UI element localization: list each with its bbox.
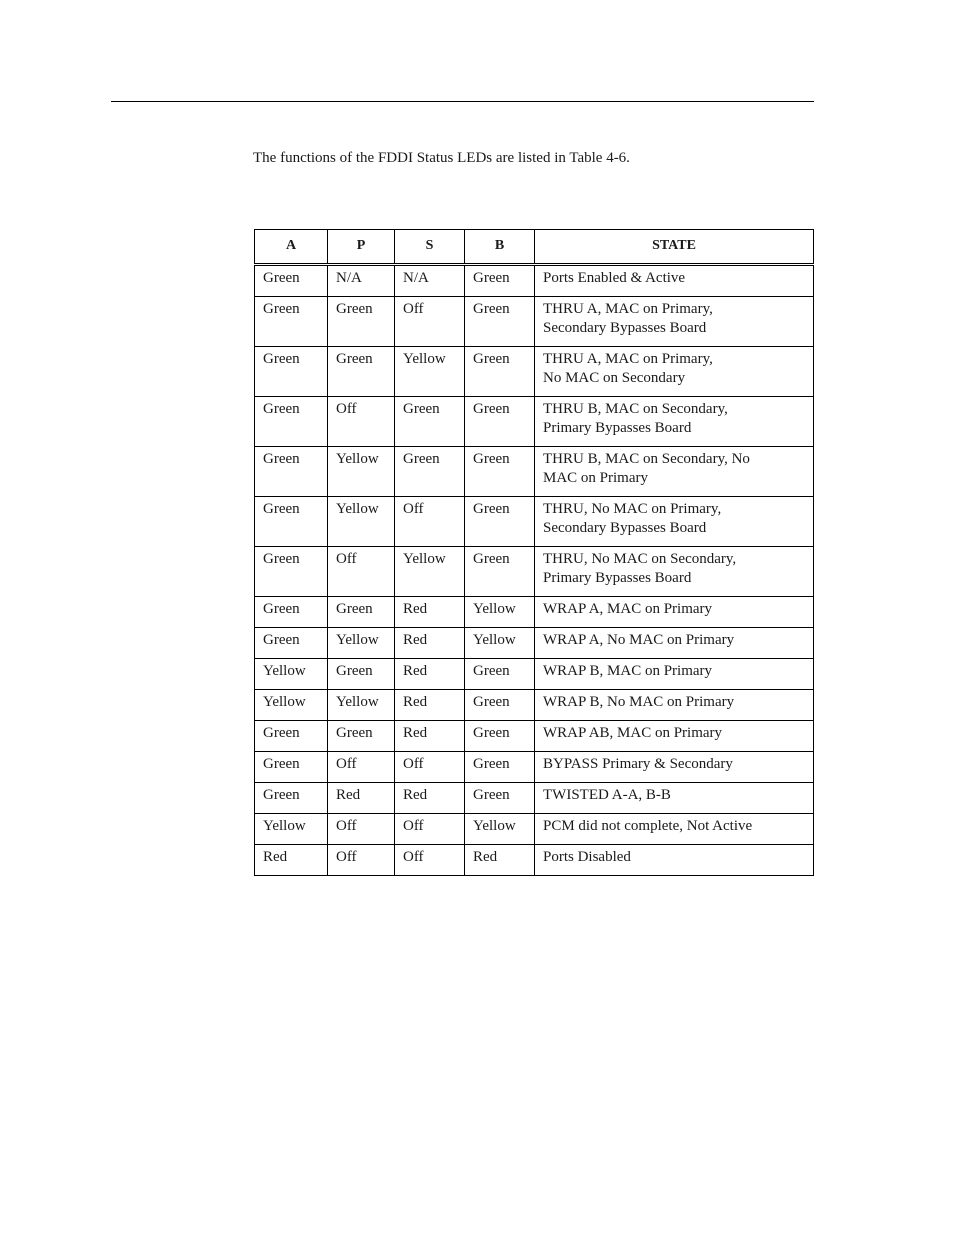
fddi-status-led-table <box>254 229 814 876</box>
table-row <box>255 659 814 690</box>
cell-state: THRU B, MAC on Secondary, Primary Bypasses Board <box>535 397 814 447</box>
cell-state: Ports Disabled <box>535 845 814 876</box>
table-body <box>255 265 814 876</box>
cell-s: Red <box>395 721 465 752</box>
column-header-s: S <box>395 230 465 265</box>
cell-b: Green <box>465 397 535 447</box>
intro-paragraph: The functions of the FDDI Status LEDs are listed in Table 4-6. <box>253 150 630 166</box>
cell-p: Yellow <box>328 447 395 497</box>
cell-p: Off <box>328 397 395 447</box>
cell-state: WRAP AB, MAC on Primary <box>535 721 814 752</box>
cell-state: WRAP B, No MAC on Primary <box>535 690 814 721</box>
cell-state: WRAP A, MAC on Primary <box>535 597 814 628</box>
cell-b: Green <box>465 497 535 547</box>
cell-state: Ports Enabled & Active <box>535 265 814 297</box>
cell-p: Green <box>328 347 395 397</box>
cell-state: THRU A, MAC on Primary, Secondary Bypasses Board <box>535 297 814 347</box>
cell-p: Red <box>328 783 395 814</box>
cell-b: Yellow <box>465 628 535 659</box>
cell-b: Red <box>465 845 535 876</box>
cell-p: Yellow <box>328 497 395 547</box>
cell-p: Off <box>328 752 395 783</box>
cell-b: Green <box>465 547 535 597</box>
table-row <box>255 547 814 597</box>
table-row <box>255 347 814 397</box>
cell-b: Green <box>465 721 535 752</box>
table-row <box>255 628 814 659</box>
cell-a: Green <box>255 447 328 497</box>
cell-s: Red <box>395 628 465 659</box>
table-row <box>255 447 814 497</box>
cell-s: Off <box>395 497 465 547</box>
cell-s: Green <box>395 397 465 447</box>
column-header-state: STATE <box>535 230 814 265</box>
cell-p: Green <box>328 597 395 628</box>
cell-p: Off <box>328 547 395 597</box>
cell-b: Yellow <box>465 814 535 845</box>
cell-a: Green <box>255 752 328 783</box>
cell-a: Yellow <box>255 690 328 721</box>
cell-state: WRAP B, MAC on Primary <box>535 659 814 690</box>
cell-p: Yellow <box>328 628 395 659</box>
cell-p: N/A <box>328 265 395 297</box>
table-row <box>255 297 814 347</box>
cell-s: Off <box>395 845 465 876</box>
table-row <box>255 814 814 845</box>
cell-p: Green <box>328 297 395 347</box>
cell-a: Green <box>255 547 328 597</box>
cell-p: Off <box>328 845 395 876</box>
cell-a: Green <box>255 597 328 628</box>
cell-b: Green <box>465 783 535 814</box>
column-header-b: B <box>465 230 535 265</box>
cell-a: Green <box>255 347 328 397</box>
header-rule <box>111 101 814 102</box>
cell-b: Green <box>465 347 535 397</box>
cell-s: Red <box>395 659 465 690</box>
cell-b: Green <box>465 447 535 497</box>
cell-s: Off <box>395 752 465 783</box>
column-header-p: P <box>328 230 395 265</box>
table-row <box>255 497 814 547</box>
table-row <box>255 265 814 297</box>
cell-state: PCM did not complete, Not Active <box>535 814 814 845</box>
cell-a: Red <box>255 845 328 876</box>
cell-s: Red <box>395 597 465 628</box>
cell-b: Green <box>465 297 535 347</box>
cell-s: Red <box>395 690 465 721</box>
cell-s: Green <box>395 447 465 497</box>
cell-state: TWISTED A-A, B-B <box>535 783 814 814</box>
cell-state: WRAP A, No MAC on Primary <box>535 628 814 659</box>
cell-a: Yellow <box>255 659 328 690</box>
cell-b: Green <box>465 752 535 783</box>
table-row <box>255 690 814 721</box>
cell-a: Green <box>255 721 328 752</box>
cell-p: Yellow <box>328 690 395 721</box>
cell-s: Off <box>395 814 465 845</box>
table-row <box>255 845 814 876</box>
table-row <box>255 752 814 783</box>
cell-a: Green <box>255 265 328 297</box>
cell-a: Green <box>255 397 328 447</box>
cell-a: Yellow <box>255 814 328 845</box>
cell-p: Green <box>328 659 395 690</box>
cell-a: Green <box>255 497 328 547</box>
cell-b: Yellow <box>465 597 535 628</box>
cell-state: THRU B, MAC on Secondary, No MAC on Primary <box>535 447 814 497</box>
table-row <box>255 783 814 814</box>
cell-p: Off <box>328 814 395 845</box>
cell-state: THRU, No MAC on Secondary, Primary Bypasses Board <box>535 547 814 597</box>
cell-a: Green <box>255 783 328 814</box>
table-row <box>255 597 814 628</box>
cell-s: Yellow <box>395 547 465 597</box>
table-row <box>255 397 814 447</box>
column-header-a: A <box>255 230 328 265</box>
table-header-row <box>255 230 814 265</box>
cell-b: Green <box>465 690 535 721</box>
cell-a: Green <box>255 628 328 659</box>
cell-p: Green <box>328 721 395 752</box>
cell-s: N/A <box>395 265 465 297</box>
cell-b: Green <box>465 659 535 690</box>
cell-b: Green <box>465 265 535 297</box>
cell-s: Red <box>395 783 465 814</box>
cell-a: Green <box>255 297 328 347</box>
cell-state: THRU A, MAC on Primary, No MAC on Secondary <box>535 347 814 397</box>
cell-s: Off <box>395 297 465 347</box>
cell-s: Yellow <box>395 347 465 397</box>
cell-state: THRU, No MAC on Primary, Secondary Bypasses Board <box>535 497 814 547</box>
table-row <box>255 721 814 752</box>
cell-state: BYPASS Primary & Secondary <box>535 752 814 783</box>
